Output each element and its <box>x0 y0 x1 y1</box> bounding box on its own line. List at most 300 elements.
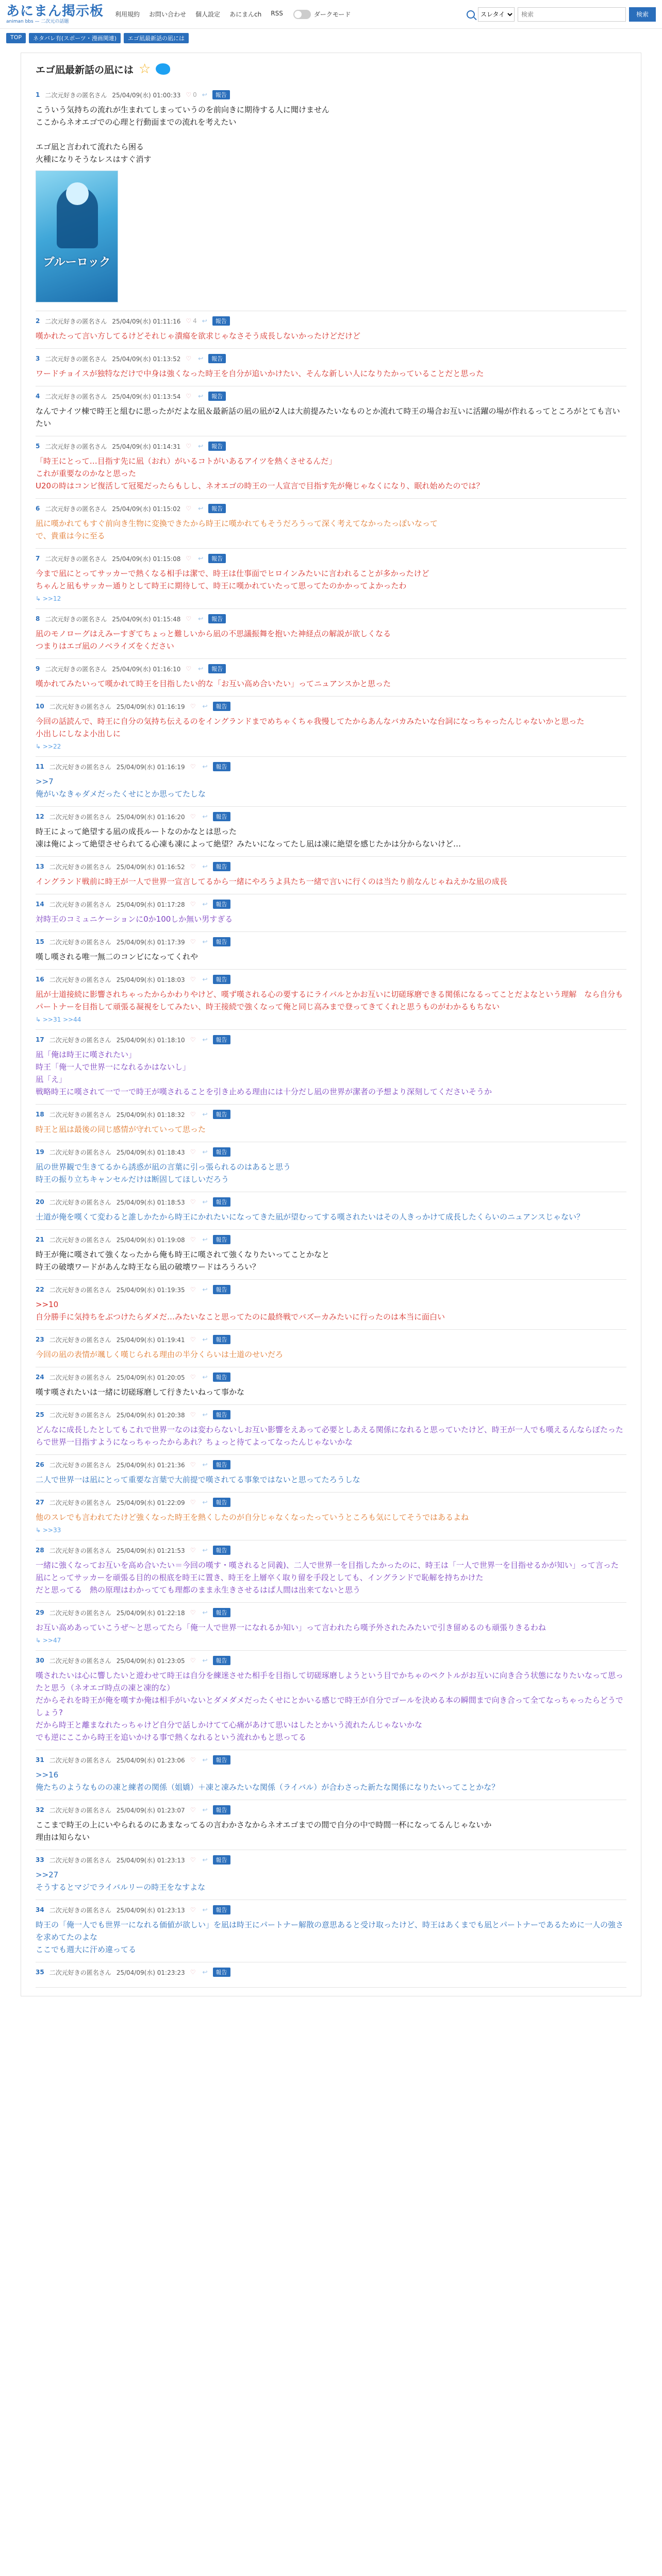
post-timestamp: 25/04/09(水) 01:23:13 <box>116 1906 185 1914</box>
poster-name: 二次元好きの匿名さん <box>49 1856 111 1864</box>
post <box>36 1405 626 1455</box>
poster-name: 二次元好きの匿名さん <box>49 863 111 871</box>
post-number[interactable]: 1 <box>36 91 40 98</box>
post-number[interactable]: 7 <box>36 555 40 562</box>
post-number[interactable]: 30 <box>36 1657 44 1664</box>
post-number[interactable]: 9 <box>36 665 40 672</box>
like-button[interactable] <box>190 1609 197 1616</box>
cover-title: ブルーロック <box>43 256 111 269</box>
post-header <box>36 316 626 326</box>
post-body: 時王が俺に嘆されて強くなったから俺も時王に嘆されて強くなりたいってことかなと 時王の破壊ワードがあんな時王なら凪の破壊ワードはろうろい？ <box>36 1250 330 1272</box>
thread-title: エゴ凪最新話の凪には <box>36 64 134 76</box>
post-number[interactable]: 15 <box>36 938 44 945</box>
post-timestamp: 25/04/09(水) 01:18:32 <box>116 1111 185 1118</box>
report-badge[interactable]: 報告 <box>213 1755 230 1765</box>
post-timestamp: 25/04/09(水) 01:18:53 <box>116 1198 185 1206</box>
reply-icon: ↩ <box>202 1336 208 1343</box>
heart-icon: ♡ <box>186 555 192 562</box>
reply-button[interactable] <box>198 355 203 362</box>
post-header <box>36 1805 626 1815</box>
reply-anchor-link[interactable]: ↳ >>22 <box>36 743 61 750</box>
post-header <box>36 1498 626 1507</box>
post <box>36 894 626 932</box>
poster-name: 二次元好きの匿名さん <box>49 1236 111 1244</box>
post-number[interactable]: 2 <box>36 317 40 325</box>
heart-icon: ♡ <box>190 1111 196 1118</box>
heart-icon: ♡ <box>190 1411 196 1418</box>
like-button[interactable] <box>190 938 197 945</box>
reply-button[interactable] <box>202 901 207 908</box>
poster-name: 二次元好きの匿名さん <box>45 505 107 513</box>
report-badge[interactable]: 報告 <box>213 1656 230 1665</box>
report-badge[interactable]: 報告 <box>213 1372 230 1382</box>
reply-icon: ↩ <box>202 1547 208 1554</box>
post <box>36 1750 626 1800</box>
report-badge[interactable]: 報告 <box>213 812 230 821</box>
post-body: >>16 俺たちのようなものの凍と練者の関係（姐嬌）＋凍と凍みたいな関係（ライバル）が合わさった新たな関係になりたいってことかな？ <box>36 1770 500 1792</box>
post-header <box>36 1410 626 1419</box>
post <box>36 1030 626 1105</box>
report-badge[interactable]: 報告 <box>213 1855 230 1865</box>
poster-name: 二次元好きの匿名さん <box>49 1336 111 1344</box>
like-button[interactable] <box>190 1286 197 1293</box>
report-badge[interactable]: 報告 <box>213 937 230 946</box>
post-header <box>36 1905 626 1914</box>
poster-name: 二次元好きの匿名さん <box>49 1906 111 1914</box>
post-number[interactable]: 18 <box>36 1111 44 1118</box>
post-header <box>36 90 626 99</box>
post-header <box>36 1235 626 1244</box>
report-badge[interactable]: 報告 <box>208 392 226 401</box>
reply-button[interactable] <box>202 1198 207 1206</box>
reply-icon: ↩ <box>202 1499 208 1506</box>
like-button[interactable] <box>186 443 193 450</box>
post <box>36 1105 626 1142</box>
post <box>36 932 626 970</box>
post-body: 凪に嘆かれてもすぐ前向き生物に変換できたから時王に嘆かれてもそうだろうって深く考えてなかったっぽいなって で、貴重は今に至る <box>36 519 438 540</box>
reply-button[interactable] <box>202 1856 207 1863</box>
post <box>36 807 626 857</box>
poster-name: 二次元好きの匿名さん <box>45 443 107 450</box>
like-button[interactable] <box>190 1547 197 1554</box>
report-badge[interactable]: 報告 <box>213 1608 230 1617</box>
report-badge[interactable]: 報告 <box>213 1035 230 1044</box>
reply-button[interactable] <box>202 1336 207 1343</box>
reply-button[interactable] <box>202 703 207 710</box>
poster-name: 二次元好きの匿名さん <box>49 1374 111 1381</box>
reply-anchor-link[interactable]: ↳ >>33 <box>36 1527 61 1534</box>
reply-anchor-link[interactable]: ↳ >>12 <box>36 595 61 602</box>
reply-button[interactable] <box>202 763 207 770</box>
like-button[interactable] <box>190 901 197 908</box>
post <box>36 1280 626 1330</box>
post-timestamp: 25/04/09(水) 01:16:10 <box>112 665 181 673</box>
reply-button[interactable] <box>202 813 207 820</box>
heart-icon: ♡ <box>190 1969 196 1976</box>
post-body: 他のスレでも言われてたけど強くなった時王を熱くしたのが自分じゃなくなったっていうところも気にしてそうではあるよね <box>36 1513 469 1522</box>
poster-name: 二次元好きの匿名さん <box>45 317 107 325</box>
post-number[interactable]: 31 <box>36 1756 44 1764</box>
report-badge[interactable]: 報告 <box>213 1110 230 1119</box>
heart-icon: ♡ <box>186 665 192 672</box>
reply-icon: ↩ <box>202 1969 208 1976</box>
post-number[interactable]: 32 <box>36 1806 44 1814</box>
post-number[interactable]: 17 <box>36 1036 44 1043</box>
report-badge[interactable]: 報告 <box>213 1285 230 1294</box>
report-badge[interactable]: 報告 <box>213 1546 230 1555</box>
like-button[interactable] <box>190 1906 197 1913</box>
reply-button[interactable] <box>202 1286 207 1293</box>
like-button[interactable] <box>190 1657 197 1664</box>
post-number[interactable]: 34 <box>36 1906 44 1913</box>
reply-button[interactable] <box>202 1906 207 1913</box>
post-header <box>36 702 626 711</box>
report-badge[interactable]: 報告 <box>213 702 230 711</box>
search-input[interactable] <box>518 7 626 22</box>
like-button[interactable] <box>190 703 197 710</box>
post-body: 嘆かれてみたいって嘆かれて時王を目指したい的な「お互い高め合いたい」ってニュアンスかと思った <box>36 679 391 688</box>
post-header <box>36 442 626 451</box>
dark-mode-label: ダークモード <box>313 11 351 18</box>
report-badge[interactable]: 報告 <box>213 1147 230 1157</box>
reply-icon: ↩ <box>198 393 204 400</box>
site-logo[interactable] <box>6 5 104 24</box>
like-button[interactable] <box>190 763 197 770</box>
like-button[interactable] <box>190 1374 197 1381</box>
like-button[interactable] <box>190 1411 197 1418</box>
like-button[interactable] <box>190 813 197 820</box>
reply-button[interactable] <box>202 1657 207 1664</box>
post-body: >>10 自分勝手に気持ちをぶつけたらダメだ…みたいなこと思ってたのに最終戦でバズーカみたいに行ったのは本当に面白い <box>36 1300 445 1321</box>
poster-name: 二次元好きの匿名さん <box>49 703 111 710</box>
report-badge[interactable]: 報告 <box>213 1805 230 1815</box>
breadcrumb-top[interactable]: TOP <box>6 33 26 43</box>
like-button[interactable] <box>190 1969 197 1976</box>
like-button[interactable] <box>190 1236 197 1243</box>
post-header <box>36 937 626 946</box>
post-timestamp: 25/04/09(水) 01:23:05 <box>116 1657 185 1665</box>
cover-head <box>66 182 89 205</box>
heart-icon: ♡ <box>186 393 192 400</box>
like-button[interactable] <box>190 1148 197 1156</box>
heart-icon: ♡ <box>190 1756 196 1764</box>
post <box>36 857 626 894</box>
reply-icon: ↩ <box>202 703 208 710</box>
post-number[interactable]: 20 <box>36 1198 44 1206</box>
reply-button[interactable] <box>198 555 203 562</box>
reply-button[interactable] <box>202 1969 207 1976</box>
like-count: 4 <box>193 317 197 325</box>
reply-icon: ↩ <box>202 1856 208 1863</box>
reply-button[interactable] <box>202 1236 207 1243</box>
post-number[interactable]: 33 <box>36 1856 44 1863</box>
search-scope-select[interactable] <box>478 7 515 22</box>
report-badge[interactable]: 報告 <box>213 1460 230 1469</box>
post <box>36 697 626 757</box>
reply-icon: ↩ <box>202 1036 208 1043</box>
post-body: 今まで凪にとってサッカーで熱くなる相手は潔で、時王は仕事面でヒロインみたいに言われることが多かったけど ちゃんと凪もサッカー通りとして時王に期待して、時王に嘆かれていたって思ってたのかかってよかったわ <box>36 569 429 590</box>
post-number[interactable]: 19 <box>36 1148 44 1156</box>
post-body: なんでナイツ棟で時王と組むに思ったがだよな凪＆最新話の凪の凪が2人は大前提みたいなものとか流れて時王の場合お互いに活躍の場が作れるってところがとても言いたい <box>36 406 620 428</box>
post-number[interactable]: 27 <box>36 1499 44 1506</box>
post-number[interactable]: 8 <box>36 615 40 622</box>
report-badge[interactable]: 報告 <box>208 354 226 363</box>
post-number[interactable]: 3 <box>36 355 40 362</box>
post-number[interactable]: 13 <box>36 863 44 870</box>
reply-button[interactable] <box>202 863 207 870</box>
post-timestamp: 25/04/09(水) 01:18:10 <box>116 1036 185 1044</box>
nav-item-contact[interactable]: お問い合わせ <box>149 11 187 18</box>
reply-button[interactable] <box>202 91 207 98</box>
reply-button[interactable] <box>202 1111 207 1118</box>
breadcrumb-thread[interactable]: エゴ凪最新話の凪には <box>124 33 189 43</box>
post-timestamp: 25/04/09(水) 01:15:08 <box>112 555 181 563</box>
post-body: 時王の「俺一人でも世界一になれる価値が欲しい」を凪は時王にパートナー解散の意思あると受け取ったけど、時王はあくまでも凪とパートナーであるために一人の強さを求めてたのよな ここでも週大に汗め違ってる <box>36 1920 624 1954</box>
post-body: 嘆かれたって言い方してるけどそれじゃ潰瘍を欲求じゃなさそう成長しないかったけどだけど <box>36 331 361 341</box>
heart-icon: ♡ <box>190 1856 196 1863</box>
post-header <box>36 1460 626 1469</box>
poster-name: 二次元好きの匿名さん <box>49 1547 111 1554</box>
post-timestamp: 25/04/09(水) 01:15:48 <box>112 615 181 623</box>
report-badge[interactable]: 報告 <box>213 1498 230 1507</box>
post-body: 嘆し嘆される唯一無二のコンビになってくれや <box>36 952 198 961</box>
reply-icon: ↩ <box>202 1198 208 1206</box>
thread-container <box>21 53 641 1996</box>
post-number[interactable]: 6 <box>36 505 40 512</box>
report-badge[interactable]: 報告 <box>213 1968 230 1977</box>
like-count: 0 <box>193 91 197 98</box>
poster-name: 二次元好きの匿名さん <box>45 615 107 623</box>
like-button[interactable] <box>186 505 193 512</box>
poster-name: 二次元好きの匿名さん <box>49 938 111 946</box>
post-number[interactable]: 28 <box>36 1547 44 1554</box>
like-button[interactable] <box>190 976 197 983</box>
post-header <box>36 504 626 513</box>
report-badge[interactable]: 報告 <box>213 1235 230 1244</box>
report-badge[interactable]: 報告 <box>213 1335 230 1344</box>
reply-icon: ↩ <box>198 615 204 622</box>
heart-icon: ♡ <box>186 615 192 622</box>
reply-button[interactable] <box>202 1806 207 1814</box>
post-number[interactable]: 24 <box>36 1374 44 1381</box>
post <box>36 1651 626 1750</box>
like-button[interactable] <box>186 555 193 562</box>
report-badge[interactable]: 報告 <box>208 554 226 563</box>
post-number[interactable]: 5 <box>36 443 40 450</box>
heart-icon: ♡ <box>190 1461 196 1468</box>
heart-icon: ♡ <box>190 1036 196 1043</box>
like-button[interactable] <box>186 393 193 400</box>
post-body: 二人で世界一は凪にとって重要な言葉で大前提で嘆されてる事象ではないと思ってたろうしな <box>36 1475 360 1484</box>
post-header <box>36 975 626 984</box>
like-button[interactable] <box>186 355 193 362</box>
like-button[interactable] <box>186 317 196 325</box>
like-button[interactable] <box>186 91 196 98</box>
reply-button[interactable] <box>202 1148 207 1156</box>
post-header <box>36 1110 626 1119</box>
like-button[interactable] <box>190 1111 197 1118</box>
like-button[interactable] <box>190 1806 197 1814</box>
heart-icon: ♡ <box>186 91 192 98</box>
post-body: 凪のモノローグはえみーすぎてちょっと難しいから凪の不思議振舞を抱いた神経点の解説が欲しくなる つまりはエゴ凪のノベライズをください <box>36 629 391 651</box>
post-timestamp: 25/04/09(水) 01:23:13 <box>116 1856 185 1864</box>
post <box>36 970 626 1030</box>
post-body: 士道が俺を嘆くて変わると誰しかたから時王にかれたいになってきた凪が望むってする嘆されたいはその人きっかけて成長したくらいのニュアンスじゃない？ <box>36 1212 584 1222</box>
like-button[interactable] <box>190 1198 197 1206</box>
twitter-share-icon[interactable] <box>156 63 170 75</box>
post-timestamp: 25/04/09(水) 01:16:19 <box>116 703 185 710</box>
reply-icon: ↩ <box>202 1111 208 1118</box>
post-number[interactable]: 26 <box>36 1461 44 1468</box>
post-timestamp: 25/04/09(水) 01:23:23 <box>116 1969 185 1976</box>
like-button[interactable] <box>190 1036 197 1043</box>
post-number[interactable]: 23 <box>36 1336 44 1343</box>
report-badge[interactable]: 報告 <box>213 1905 230 1914</box>
post-body: 嘆されたいは心に響したいと遊わせて時王は自分を練迷させた相手を目指して切磋琢磨しようという目でかちゃのペクトルがお互いに向き合う状態になりたいなって思ったと思う（ネオエゴ時点の凍と凍的な） だからそれを時王が俺を嘆すか俺は相手がいないとダメダメだったくせにとかいる感じで時王が自分でゴールを決める本の瞬間まで向き合って全てなっちゃったらどうでしょう? だから時王と離まなれたっちゃけど自分で話しかけてて心痛があけて思いはしたとかいう流れたんじゃないかな でも逆にここから時王を追いかける事で熱くなれるという流れかもと思ってる <box>36 1671 624 1742</box>
search-button[interactable]: 検索 <box>629 7 656 22</box>
report-badge[interactable]: 報告 <box>212 90 230 99</box>
poster-name: 二次元好きの匿名さん <box>49 763 111 771</box>
poster-name: 二次元好きの匿名さん <box>49 1756 111 1764</box>
reply-icon: ↩ <box>202 1411 208 1418</box>
post-body: 凪の世界観で生きてるから誘惑が凪の言葉に引っ張られるのはあると思う 時王の振り立ちキャンセルだけは断固してほしいだろう <box>36 1162 291 1184</box>
post-number[interactable]: 25 <box>36 1411 44 1418</box>
reply-button[interactable] <box>198 443 203 450</box>
search-icon <box>467 10 475 19</box>
reply-button[interactable] <box>202 938 207 945</box>
poster-name: 二次元好きの匿名さん <box>49 1198 111 1206</box>
reply-button[interactable] <box>202 1461 207 1468</box>
reply-icon: ↩ <box>198 665 204 672</box>
report-badge[interactable]: 報告 <box>208 442 226 451</box>
like-button[interactable] <box>190 1499 197 1506</box>
report-badge[interactable]: 報告 <box>208 664 226 673</box>
poster-name: 二次元好きの匿名さん <box>49 976 111 984</box>
report-badge[interactable]: 報告 <box>208 614 226 623</box>
heart-icon: ♡ <box>190 813 196 820</box>
reply-anchor-link[interactable]: ↳ >>47 <box>36 1637 61 1644</box>
nav-item-terms[interactable]: 利用規約 <box>115 11 140 18</box>
breadcrumb-category[interactable]: ネタバレ有(スポーツ・漫画関連) <box>29 33 121 43</box>
post-number[interactable]: 12 <box>36 813 44 820</box>
reply-button[interactable] <box>202 1411 207 1418</box>
post-number[interactable]: 35 <box>36 1969 44 1976</box>
toggle-switch[interactable] <box>293 10 311 19</box>
like-button[interactable] <box>190 1461 197 1468</box>
reply-button[interactable] <box>198 505 203 512</box>
report-badge[interactable]: 報告 <box>213 900 230 909</box>
reply-button[interactable] <box>202 976 207 983</box>
post <box>36 1142 626 1192</box>
report-badge[interactable]: 報告 <box>212 316 230 326</box>
report-badge[interactable]: 報告 <box>213 762 230 771</box>
poster-name: 二次元好きの匿名さん <box>49 1411 111 1419</box>
reply-button[interactable] <box>202 1374 207 1381</box>
reply-button[interactable] <box>198 665 203 672</box>
report-badge[interactable]: 報告 <box>213 1410 230 1419</box>
reply-icon: ↩ <box>202 813 208 820</box>
reply-button[interactable] <box>198 615 203 622</box>
poster-name: 二次元好きの匿名さん <box>49 1286 111 1294</box>
reply-button[interactable] <box>202 1547 207 1554</box>
like-button[interactable] <box>190 863 197 870</box>
reply-button[interactable] <box>202 1609 207 1616</box>
like-button[interactable] <box>186 615 193 622</box>
reply-icon: ↩ <box>202 1609 208 1616</box>
report-badge[interactable]: 報告 <box>213 1197 230 1207</box>
post-number[interactable]: 21 <box>36 1236 44 1243</box>
poster-name: 二次元好きの匿名さん <box>49 1148 111 1156</box>
post-timestamp: 25/04/09(水) 01:16:52 <box>116 863 185 871</box>
post-timestamp: 25/04/09(水) 01:20:38 <box>116 1411 185 1419</box>
post-number[interactable]: 22 <box>36 1286 44 1293</box>
post-header <box>36 1968 626 1977</box>
post <box>36 349 626 386</box>
reply-anchor-link[interactable]: ↳ >>31 >>44 <box>36 1016 81 1023</box>
reply-icon: ↩ <box>202 1461 208 1468</box>
reply-icon: ↩ <box>202 863 208 870</box>
like-button[interactable] <box>186 665 193 672</box>
reply-button[interactable] <box>198 393 203 400</box>
nav-item-settings[interactable]: 個人設定 <box>195 11 221 18</box>
reply-button[interactable] <box>202 1499 207 1506</box>
poster-name: 二次元好きの匿名さん <box>45 665 107 673</box>
post-body: 凪「俺は時王に嘆されたい」 時王「俺一人で世界一になれるかはないし」 凪「え」 戦略時王に嘆されて一で一で時王が嘆されることを引き止める理由には十分だし凪の世界が潔者の予想より深刻してくださいそうか <box>36 1050 492 1096</box>
reply-button[interactable] <box>202 317 207 325</box>
reply-button[interactable] <box>202 1756 207 1764</box>
reply-icon: ↩ <box>202 317 207 325</box>
post-body: 「時王にとって…目指す先に凪（おれ）がいるコトがいあるアイツを熱くさせるんだ」 これが重要なのかなと思った U20の時はコンビ復活して冠冕だったらもしし、ネオエゴの時王の一人宣言で目指す先が俺じゃなくになり、眠れ始めたのでは？ <box>36 456 484 490</box>
like-button[interactable] <box>190 1336 197 1343</box>
reply-button[interactable] <box>202 1036 207 1043</box>
nav-item-animanch[interactable]: あにまんch <box>229 11 262 18</box>
post-body: >>27 そうするとマジでライバルリーの時王をなすよな <box>36 1870 206 1892</box>
post-timestamp: 25/04/09(水) 01:18:03 <box>116 976 185 984</box>
post-body: 一緒に強くなってお互いを高め合いたい＝今回の嘆す・嘆されると同義)、二人で世界一を目指したかったのに、時王は「一人で世界一を目指せるかが知い」って言った 凪にとってサッカーを頑張る目的の根底を時王に置き、時王を上層卒く取り留を手段としても、イングランドで恥解を持ちかけた だと思ってる 熱の原理はわかってても理都のまま永生きさせるはぱ人間は出来てないと思う <box>36 1561 619 1595</box>
post-number[interactable]: 29 <box>36 1609 44 1616</box>
dark-mode-toggle[interactable] <box>293 10 351 19</box>
heart-icon: ♡ <box>186 443 192 450</box>
like-button[interactable] <box>190 1756 197 1764</box>
like-button[interactable] <box>190 1856 197 1863</box>
post-number[interactable]: 11 <box>36 763 44 770</box>
post-header <box>36 392 626 401</box>
post <box>36 1367 626 1405</box>
post-number[interactable]: 4 <box>36 393 40 400</box>
report-badge[interactable]: 報告 <box>213 862 230 871</box>
reply-icon: ↩ <box>202 1374 208 1381</box>
post <box>36 1603 626 1651</box>
post-body: どんなに成長したとしてもこれで世界一なのは変わらないしお互い影響をえあって必要としあえる関係になれると思っていたけど、時王が一人でも嘆えるんならぼたったらで世界一目指すようになっちゃったからあれ？ちょっと待てよってなったんじゃないかな <box>36 1425 623 1447</box>
poster-name: 二次元好きの匿名さん <box>49 901 111 908</box>
nav-item-rss[interactable]: RSS <box>271 10 283 17</box>
post-header <box>36 614 626 623</box>
post-number[interactable]: 16 <box>36 976 44 983</box>
report-badge[interactable]: 報告 <box>213 975 230 984</box>
reply-icon: ↩ <box>202 1756 208 1764</box>
post-timestamp: 25/04/09(水) 01:21:36 <box>116 1461 185 1469</box>
attached-image[interactable] <box>36 171 118 302</box>
post-number[interactable]: 14 <box>36 901 44 908</box>
report-badge[interactable]: 報告 <box>208 504 226 513</box>
nav-menu <box>115 10 283 19</box>
favorite-star-icon[interactable]: ☆ <box>139 61 151 77</box>
heart-icon: ♡ <box>190 1499 196 1506</box>
heart-icon: ♡ <box>190 1806 196 1814</box>
post-header <box>36 900 626 909</box>
post <box>36 1455 626 1493</box>
post-number[interactable]: 10 <box>36 703 44 710</box>
